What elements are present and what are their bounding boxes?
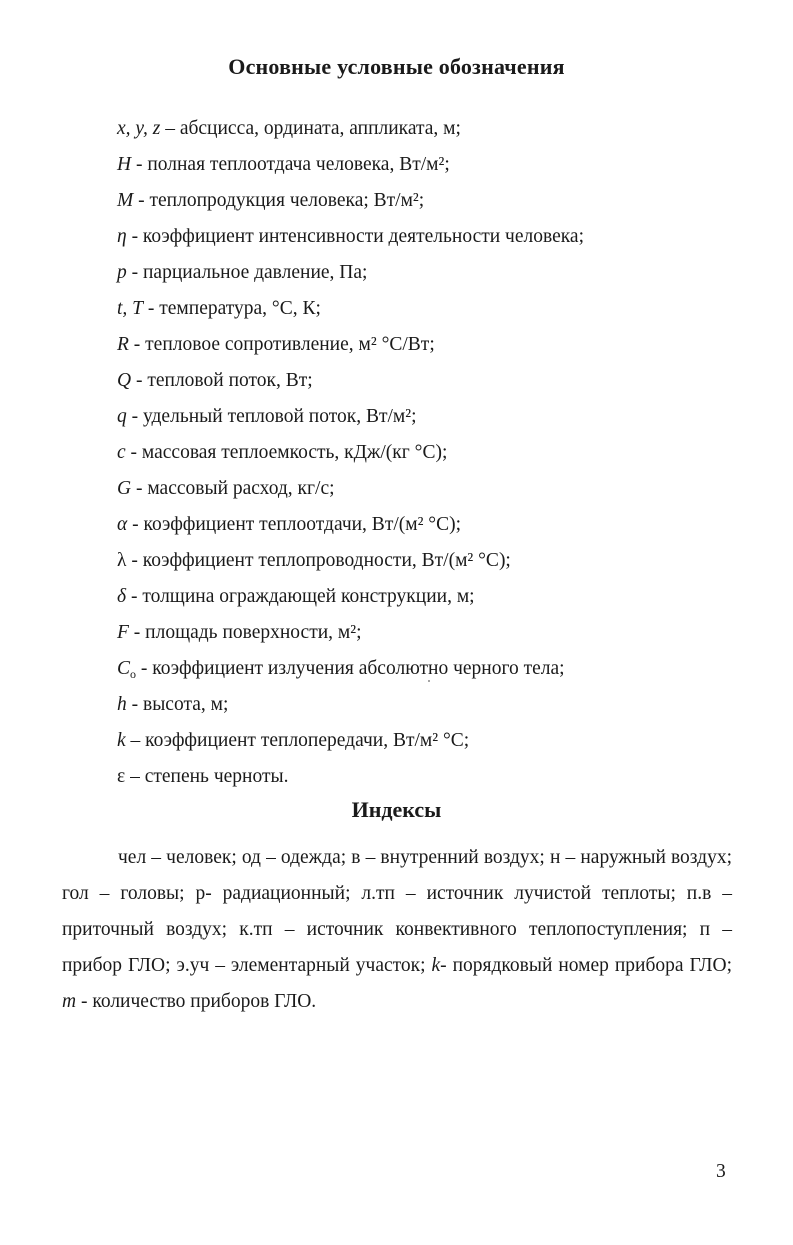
symbol-row-m bbox=[117, 184, 757, 220]
symbol-description: - тепловое сопротивление, м² °С/Вт; bbox=[128, 334, 435, 355]
symbol-description: - парциальное давление, Па; bbox=[126, 262, 368, 283]
symbol-description: - толщина ограждающей конструкции, м; bbox=[126, 586, 475, 607]
symbol-description: - полная теплоотдача человека, Вт/м²; bbox=[131, 154, 450, 175]
indices-line bbox=[62, 948, 732, 984]
symbol: H bbox=[117, 154, 132, 175]
symbol: C bbox=[117, 658, 131, 679]
symbol: η bbox=[117, 226, 127, 247]
indices-line: приточный воздух; к.тп – источник конвективного теплопоступления; п – bbox=[62, 919, 732, 940]
symbol: ε bbox=[117, 766, 126, 787]
symbol-row-xyz bbox=[117, 112, 757, 148]
symbol-description: - температура, °С, К; bbox=[143, 298, 321, 319]
symbol-row-g bbox=[117, 472, 757, 508]
symbol-row-t bbox=[117, 292, 757, 328]
symbol-description: – коэффициент теплопередачи, Вт/м² °С; bbox=[125, 730, 470, 751]
indices-line: гол – головы; р- радиационный; л.тп – источник лучистой теплоты; п.в – bbox=[62, 883, 732, 904]
symbol-row-h bbox=[117, 688, 757, 724]
symbol-description: - массовая теплоемкость, кДж/(кг °С); bbox=[125, 442, 448, 463]
symbol-row-q-upper bbox=[117, 364, 757, 400]
page-number: 3 bbox=[716, 1161, 726, 1182]
symbol-row-r bbox=[117, 328, 757, 364]
symbol-row-q bbox=[117, 400, 757, 436]
symbol-row-delta bbox=[117, 580, 757, 616]
symbol: c bbox=[117, 442, 126, 463]
symbol-description: - площадь поверхности, м²; bbox=[128, 622, 362, 643]
symbol: Q bbox=[117, 370, 132, 391]
indices-symbol-k: k bbox=[431, 955, 441, 976]
indices-heading: Индексы bbox=[351, 797, 442, 822]
symbol: x, y, z bbox=[117, 118, 161, 139]
symbol: G bbox=[117, 478, 132, 499]
symbol-row-co bbox=[117, 652, 757, 688]
symbol: k bbox=[117, 730, 126, 751]
scan-speck bbox=[428, 680, 430, 682]
indices-symbol-m: m bbox=[62, 991, 77, 1012]
symbol: t, T bbox=[117, 298, 144, 319]
symbol-row-epsilon bbox=[117, 760, 757, 796]
symbol-description: - теплопродукция человека; Вт/м²; bbox=[133, 190, 425, 211]
symbols-list bbox=[117, 112, 757, 796]
symbol-description: – абсцисса, ордината, аппликата, м; bbox=[160, 118, 461, 139]
symbol-description: – степень черноты. bbox=[125, 766, 289, 787]
symbol-row-c bbox=[117, 436, 757, 472]
symbol: h bbox=[117, 694, 127, 715]
symbol-description: - коэффициент теплоотдачи, Вт/(м² °С); bbox=[127, 514, 462, 535]
symbol-subscript: o bbox=[130, 667, 137, 681]
symbol-row-lambda bbox=[117, 544, 757, 580]
symbol-row-eta bbox=[117, 220, 757, 256]
symbol: q bbox=[117, 406, 127, 427]
symbol-description: - удельный тепловой поток, Вт/м²; bbox=[126, 406, 417, 427]
symbol-row-f bbox=[117, 616, 757, 652]
indices-paragraph bbox=[62, 840, 732, 1020]
symbol-description: - коэффициент теплопроводности, Вт/(м² °С); bbox=[126, 550, 511, 571]
symbol-row-p bbox=[117, 256, 757, 292]
symbol-description: - высота, м; bbox=[126, 694, 229, 715]
indices-line bbox=[62, 984, 732, 1020]
indices-text-fragment: - порядковый номер прибора ГЛО; bbox=[440, 955, 732, 976]
symbol-row-h-upper bbox=[117, 148, 757, 184]
symbol: λ bbox=[117, 550, 127, 571]
indices-line: чел – человек; од – одежда; в – внутренний воздух; н – наружный воздух; bbox=[118, 847, 732, 868]
symbol-row-alpha bbox=[117, 508, 757, 544]
indices-text-fragment: - количество приборов ГЛО. bbox=[76, 991, 317, 1012]
symbol: p bbox=[117, 262, 127, 283]
symbol-row-k bbox=[117, 724, 757, 760]
symbol: δ bbox=[117, 586, 127, 607]
page-title: Основные условные обозначения bbox=[228, 54, 565, 79]
symbol: F bbox=[117, 622, 129, 643]
symbol-description: - массовый расход, кг/с; bbox=[131, 478, 335, 499]
symbol-description: - коэффициент излучения абсолютно черного тела; bbox=[136, 658, 565, 679]
symbol-description: - тепловой поток, Вт; bbox=[131, 370, 313, 391]
symbol: R bbox=[117, 334, 129, 355]
indices-text-fragment: прибор ГЛО; э.уч – элементарный участок; bbox=[62, 955, 432, 976]
symbol-description: - коэффициент интенсивности деятельности человека; bbox=[126, 226, 584, 247]
symbol: α bbox=[117, 514, 128, 535]
symbol: M bbox=[117, 190, 134, 211]
